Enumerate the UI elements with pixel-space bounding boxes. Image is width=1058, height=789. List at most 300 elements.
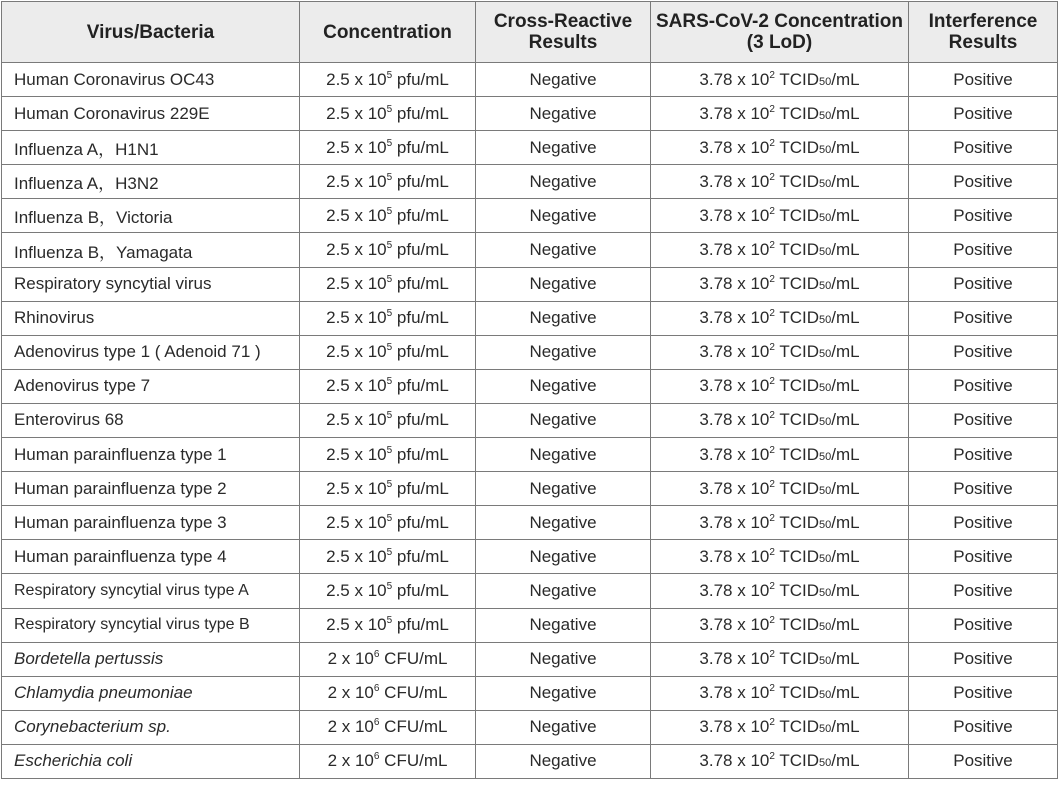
sars-unit: TCID [774,137,819,157]
tcid-subscript: 50 [819,552,832,565]
sars-exponent: 2 [769,751,775,763]
concentration-unit: pfu/mL [392,444,449,464]
concentration-unit: CFU/mL [379,717,448,737]
sars-unit: TCID [774,308,819,328]
sars-unit: TCID [774,342,819,362]
sars-unit: TCID [774,649,819,669]
organism-name: Influenza B，Victoria [2,199,300,233]
header-virus-bacteria: Virus/Bacteria [2,2,300,63]
sars-unit: TCID [774,69,819,89]
sars-cov-2-concentration-cell [651,744,909,778]
organism-name: Respiratory syncytial virus [2,267,300,301]
sars-cov-2-concentration-cell [651,540,909,574]
concentration-unit: pfu/mL [392,240,449,260]
concentration-unit: pfu/mL [392,103,449,123]
organism-name: Chlamydia pneumoniae [2,676,300,710]
sars-exponent: 2 [769,137,775,149]
sars-unit-tail: /mL [831,751,860,771]
interference-result: Positive [909,574,1058,608]
header-interference-results: Interference Results [909,2,1058,63]
organism-name: Human parainfluenza type 1 [2,438,300,472]
cross-reactive-result: Negative [476,233,651,267]
tcid-subscript: 50 [819,109,832,122]
cross-reactive-result: Negative [476,540,651,574]
interference-result: Positive [909,642,1058,676]
tcid-subscript: 50 [819,518,832,531]
concentration-exponent: 5 [386,103,393,115]
cross-reactive-result: Negative [476,574,651,608]
sars-base: 3.78 x 10 [699,274,770,294]
sars-cov-2-concentration-cell [651,63,909,97]
concentration-exponent: 5 [386,171,393,183]
concentration-unit: pfu/mL [392,308,449,328]
table-row [2,233,1058,267]
concentration-exponent: 5 [386,512,393,524]
organism-name: Human Coronavirus OC43 [2,63,300,97]
sars-unit-tail: /mL [831,717,860,737]
table-row [2,744,1058,778]
sars-unit: TCID [774,478,819,498]
concentration-base: 2.5 x 10 [326,410,387,430]
sars-exponent: 2 [769,69,775,81]
table-row [2,472,1058,506]
sars-cov-2-concentration-cell [651,267,909,301]
sars-exponent: 2 [769,240,775,252]
sars-cov-2-concentration-cell [651,165,909,199]
concentration-cell [300,438,476,472]
interference-result: Positive [909,540,1058,574]
organism-name: Human parainfluenza type 3 [2,506,300,540]
tcid-subscript: 50 [819,177,832,190]
sars-exponent: 2 [769,512,775,524]
concentration-cell [300,642,476,676]
organism-name: Enterovirus 68 [2,403,300,437]
concentration-cell [300,165,476,199]
sars-base: 3.78 x 10 [699,308,770,328]
interference-result: Positive [909,165,1058,199]
cross-reactive-result: Negative [476,506,651,540]
interference-result: Positive [909,233,1058,267]
sars-cov-2-concentration-cell [651,335,909,369]
concentration-cell [300,744,476,778]
concentration-unit: pfu/mL [392,376,449,396]
concentration-cell [300,335,476,369]
concentration-base: 2 x 10 [327,683,374,703]
concentration-base: 2.5 x 10 [326,137,387,157]
table-row [2,710,1058,744]
cross-reactive-result: Negative [476,199,651,233]
concentration-unit: pfu/mL [392,205,449,225]
table-row [2,301,1058,335]
tcid-subscript: 50 [819,75,832,88]
sars-base: 3.78 x 10 [699,137,770,157]
sars-cov-2-concentration-cell [651,403,909,437]
sars-base: 3.78 x 10 [699,171,770,191]
sars-unit-tail: /mL [831,512,860,532]
table-row [2,369,1058,403]
sars-unit-tail: /mL [831,240,860,260]
cross-reactive-result: Negative [476,642,651,676]
interference-result: Positive [909,676,1058,710]
sars-unit-tail: /mL [831,274,860,294]
concentration-base: 2.5 x 10 [326,376,387,396]
cross-reactive-result: Negative [476,438,651,472]
organism-name: Bordetella pertussis [2,642,300,676]
sars-base: 3.78 x 10 [699,410,770,430]
sars-exponent: 2 [769,580,775,592]
interference-result: Positive [909,63,1058,97]
table-row [2,540,1058,574]
sars-base: 3.78 x 10 [699,615,770,635]
cross-reactive-result: Negative [476,403,651,437]
sars-exponent: 2 [769,342,775,354]
sars-exponent: 2 [769,274,775,286]
sars-unit: TCID [774,205,819,225]
concentration-exponent: 6 [373,717,380,729]
concentration-exponent: 5 [386,205,393,217]
concentration-exponent: 5 [386,615,393,627]
organism-name: Human Coronavirus 229E [2,97,300,131]
sars-exponent: 2 [769,615,775,627]
tcid-subscript: 50 [819,382,832,395]
sars-exponent: 2 [769,444,775,456]
concentration-base: 2 x 10 [327,649,374,669]
sars-base: 3.78 x 10 [699,444,770,464]
interference-result: Positive [909,472,1058,506]
cross-reactive-result: Negative [476,608,651,642]
tcid-subscript: 50 [819,621,832,634]
organism-name: Influenza A，H1N1 [2,131,300,165]
sars-exponent: 2 [769,308,775,320]
sars-unit: TCID [774,512,819,532]
concentration-exponent: 6 [373,751,380,763]
tcid-subscript: 50 [819,450,832,463]
table-row [2,199,1058,233]
concentration-exponent: 5 [386,546,393,558]
sars-cov-2-concentration-cell [651,233,909,267]
cross-reactive-result: Negative [476,676,651,710]
table-row [2,97,1058,131]
concentration-base: 2.5 x 10 [326,171,387,191]
sars-unit: TCID [774,683,819,703]
concentration-base: 2.5 x 10 [326,274,387,294]
concentration-base: 2.5 x 10 [326,205,387,225]
concentration-base: 2.5 x 10 [326,444,387,464]
concentration-base: 2.5 x 10 [326,478,387,498]
organism-name: Respiratory syncytial virus type B [2,608,300,642]
concentration-cell [300,540,476,574]
sars-unit-tail: /mL [831,683,860,703]
concentration-cell [300,506,476,540]
sars-unit-tail: /mL [831,649,860,669]
table-row [2,131,1058,165]
concentration-unit: pfu/mL [392,478,449,498]
header-sars-cov-2-concentration: SARS-CoV-2 Concentration (3 LoD) [651,2,909,63]
sars-exponent: 2 [769,376,775,388]
sars-cov-2-concentration-cell [651,642,909,676]
tcid-subscript: 50 [819,246,832,259]
sars-base: 3.78 x 10 [699,717,770,737]
table-row [2,676,1058,710]
concentration-cell [300,97,476,131]
sars-unit: TCID [774,103,819,123]
sars-unit-tail: /mL [831,546,860,566]
sars-exponent: 2 [769,683,775,695]
cross-reactive-result: Negative [476,335,651,369]
concentration-unit: pfu/mL [392,615,449,635]
sars-unit-tail: /mL [831,444,860,464]
sars-unit-tail: /mL [831,171,860,191]
concentration-exponent: 5 [386,240,393,252]
interference-result: Positive [909,438,1058,472]
concentration-exponent: 5 [386,410,393,422]
concentration-exponent: 5 [386,308,393,320]
tcid-subscript: 50 [819,586,832,599]
sars-unit: TCID [774,410,819,430]
organism-name: Adenovirus type 1 ( Adenoid 71 ) [2,335,300,369]
concentration-cell [300,574,476,608]
organism-name: Adenovirus type 7 [2,369,300,403]
concentration-cell [300,608,476,642]
concentration-unit: pfu/mL [392,580,449,600]
tcid-subscript: 50 [819,314,832,327]
sars-exponent: 2 [769,410,775,422]
sars-cov-2-concentration-cell [651,608,909,642]
tcid-subscript: 50 [819,211,832,224]
sars-exponent: 2 [769,546,775,558]
concentration-unit: pfu/mL [392,171,449,191]
sars-base: 3.78 x 10 [699,649,770,669]
concentration-unit: CFU/mL [379,683,448,703]
tcid-subscript: 50 [819,723,832,736]
sars-unit: TCID [774,171,819,191]
sars-base: 3.78 x 10 [699,751,770,771]
cross-reactive-result: Negative [476,472,651,506]
header-row [2,2,1058,63]
concentration-exponent: 5 [386,342,393,354]
sars-base: 3.78 x 10 [699,478,770,498]
sars-unit-tail: /mL [831,205,860,225]
concentration-unit: CFU/mL [379,649,448,669]
concentration-base: 2 x 10 [327,717,374,737]
sars-cov-2-concentration-cell [651,97,909,131]
table-body [2,63,1058,779]
concentration-exponent: 5 [386,376,393,388]
concentration-cell [300,267,476,301]
concentration-cell [300,472,476,506]
concentration-cell [300,676,476,710]
concentration-cell [300,369,476,403]
sars-base: 3.78 x 10 [699,580,770,600]
cross-reactive-result: Negative [476,301,651,335]
sars-base: 3.78 x 10 [699,512,770,532]
sars-cov-2-concentration-cell [651,301,909,335]
concentration-exponent: 5 [386,69,393,81]
table-row [2,438,1058,472]
sars-unit: TCID [774,376,819,396]
organism-name: Human parainfluenza type 4 [2,540,300,574]
concentration-unit: pfu/mL [392,342,449,362]
concentration-exponent: 5 [386,274,393,286]
table-row [2,63,1058,97]
header-cross-reactive-results: Cross-Reactive Results [476,2,651,63]
cross-reactive-result: Negative [476,165,651,199]
sars-cov-2-concentration-cell [651,676,909,710]
concentration-unit: pfu/mL [392,69,449,89]
sars-unit: TCID [774,546,819,566]
concentration-unit: pfu/mL [392,546,449,566]
tcid-subscript: 50 [819,348,832,361]
concentration-base: 2.5 x 10 [326,512,387,532]
concentration-base: 2.5 x 10 [326,308,387,328]
concentration-cell [300,710,476,744]
sars-unit: TCID [774,240,819,260]
table-row [2,506,1058,540]
concentration-base: 2.5 x 10 [326,240,387,260]
organism-name: Corynebacterium sp. [2,710,300,744]
interference-result: Positive [909,744,1058,778]
cross-reactivity-table [1,1,1058,779]
sars-unit-tail: /mL [831,615,860,635]
sars-base: 3.78 x 10 [699,376,770,396]
sars-exponent: 2 [769,649,775,661]
interference-result: Positive [909,403,1058,437]
concentration-exponent: 5 [386,137,393,149]
sars-exponent: 2 [769,103,775,115]
concentration-exponent: 6 [373,649,380,661]
sars-unit: TCID [774,274,819,294]
concentration-base: 2.5 x 10 [326,342,387,362]
header-concentration: Concentration [300,2,476,63]
tcid-subscript: 50 [819,416,832,429]
tcid-subscript: 50 [819,689,832,702]
concentration-exponent: 5 [386,478,393,490]
interference-result: Positive [909,608,1058,642]
organism-name: Escherichia coli [2,744,300,778]
concentration-exponent: 5 [386,580,393,592]
cross-reactive-result: Negative [476,63,651,97]
tcid-subscript: 50 [819,280,832,293]
organism-name: Respiratory syncytial virus type A [2,574,300,608]
organism-name: Human parainfluenza type 2 [2,472,300,506]
sars-cov-2-concentration-cell [651,574,909,608]
sars-exponent: 2 [769,478,775,490]
interference-result: Positive [909,335,1058,369]
concentration-base: 2.5 x 10 [326,103,387,123]
concentration-base: 2.5 x 10 [326,546,387,566]
cross-reactive-result: Negative [476,744,651,778]
interference-result: Positive [909,199,1058,233]
sars-base: 3.78 x 10 [699,103,770,123]
interference-result: Positive [909,97,1058,131]
tcid-subscript: 50 [819,655,832,668]
table-row [2,642,1058,676]
concentration-exponent: 5 [386,444,393,456]
table-row [2,608,1058,642]
cross-reactive-result: Negative [476,97,651,131]
sars-cov-2-concentration-cell [651,506,909,540]
concentration-unit: pfu/mL [392,410,449,430]
sars-unit-tail: /mL [831,308,860,328]
sars-base: 3.78 x 10 [699,205,770,225]
concentration-cell [300,233,476,267]
sars-unit: TCID [774,717,819,737]
organism-name: Rhinovirus [2,301,300,335]
sars-unit-tail: /mL [831,478,860,498]
sars-cov-2-concentration-cell [651,131,909,165]
sars-cov-2-concentration-cell [651,369,909,403]
concentration-cell [300,199,476,233]
sars-unit-tail: /mL [831,137,860,157]
sars-base: 3.78 x 10 [699,240,770,260]
interference-result: Positive [909,710,1058,744]
concentration-unit: CFU/mL [379,751,448,771]
sars-cov-2-concentration-cell [651,199,909,233]
cross-reactive-result: Negative [476,710,651,744]
sars-unit: TCID [774,615,819,635]
sars-exponent: 2 [769,205,775,217]
sars-cov-2-concentration-cell [651,438,909,472]
sars-base: 3.78 x 10 [699,69,770,89]
sars-unit-tail: /mL [831,376,860,396]
concentration-unit: pfu/mL [392,512,449,532]
sars-base: 3.78 x 10 [699,546,770,566]
interference-result: Positive [909,369,1058,403]
organism-name: Influenza A，H3N2 [2,165,300,199]
interference-result: Positive [909,267,1058,301]
sars-exponent: 2 [769,717,775,729]
sars-unit: TCID [774,444,819,464]
sars-unit-tail: /mL [831,580,860,600]
table-row [2,335,1058,369]
concentration-unit: pfu/mL [392,274,449,294]
sars-unit: TCID [774,751,819,771]
tcid-subscript: 50 [819,757,832,770]
cross-reactive-result: Negative [476,131,651,165]
table-row [2,165,1058,199]
tcid-subscript: 50 [819,143,832,156]
table-row [2,267,1058,301]
sars-unit-tail: /mL [831,410,860,430]
concentration-unit: pfu/mL [392,137,449,157]
concentration-exponent: 6 [373,683,380,695]
organism-name: Influenza B，Yamagata [2,233,300,267]
concentration-cell [300,131,476,165]
concentration-cell [300,403,476,437]
interference-result: Positive [909,131,1058,165]
interference-result: Positive [909,301,1058,335]
cross-reactive-result: Negative [476,267,651,301]
concentration-base: 2.5 x 10 [326,580,387,600]
concentration-base: 2 x 10 [327,751,374,771]
table-row [2,574,1058,608]
concentration-base: 2.5 x 10 [326,615,387,635]
sars-unit-tail: /mL [831,69,860,89]
sars-cov-2-concentration-cell [651,710,909,744]
concentration-cell [300,301,476,335]
sars-unit-tail: /mL [831,103,860,123]
concentration-cell [300,63,476,97]
sars-cov-2-concentration-cell [651,472,909,506]
tcid-subscript: 50 [819,484,832,497]
interference-result: Positive [909,506,1058,540]
sars-unit: TCID [774,580,819,600]
sars-base: 3.78 x 10 [699,683,770,703]
sars-base: 3.78 x 10 [699,342,770,362]
concentration-base: 2.5 x 10 [326,69,387,89]
cross-reactive-result: Negative [476,369,651,403]
sars-exponent: 2 [769,171,775,183]
